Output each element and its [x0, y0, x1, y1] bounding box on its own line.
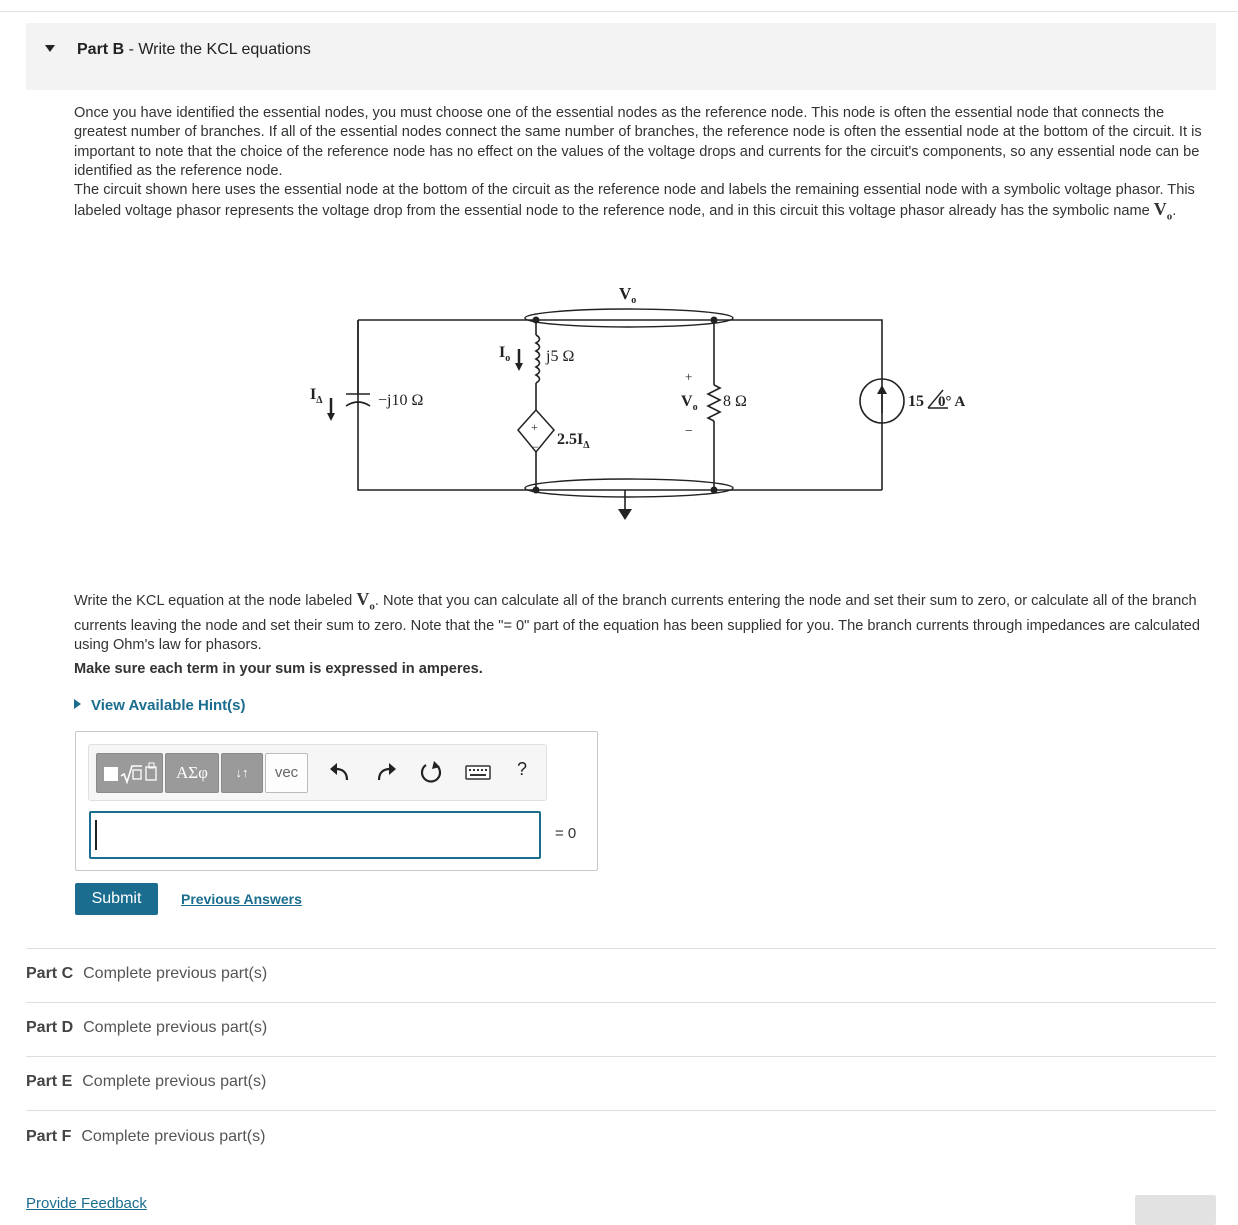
- arrows-button[interactable]: ↓↑: [221, 753, 263, 793]
- divider: [26, 948, 1216, 949]
- part-c-row: Part C Complete previous part(s): [26, 965, 268, 982]
- divider: [26, 1110, 1216, 1111]
- help-button[interactable]: ?: [517, 759, 528, 779]
- inductor: [536, 335, 540, 383]
- current-arrow-head: [877, 385, 887, 394]
- reset-icon[interactable]: [418, 759, 444, 785]
- src-minus: −: [532, 440, 539, 454]
- part-b-header[interactable]: [26, 23, 1216, 90]
- greek-symbols-button[interactable]: ΑΣφ: [165, 753, 219, 793]
- equals-zero-label: = 0: [555, 825, 577, 842]
- intro-paragraph-1: Once you have identified the essential nodes, you must choose one of the essential nodes as the reference node. This node is often the essential node that connects the greatest number of branches. If all of the essential nodes connect the same number of branches, the reference node is often the essential node at the bottom of the circuit. It is important to note that the choice of the reference node has no effect on the values of the voltage drops and currents for the circuit's components, so any essential node can be identified as the reference node.: [74, 105, 1202, 179]
- collapse-caret-icon[interactable]: [45, 45, 55, 52]
- src-plus: +: [531, 420, 538, 434]
- part-e-row: Part E Complete previous part(s): [26, 1073, 267, 1090]
- undo-icon[interactable]: [327, 759, 353, 785]
- provide-feedback-link[interactable]: Provide Feedback: [26, 1195, 147, 1212]
- part-f-row: Part F Complete previous part(s): [26, 1128, 266, 1145]
- submit-button[interactable]: Submit: [75, 883, 158, 915]
- units-note: Make sure each term in your sum is expressed in amperes.: [74, 661, 483, 677]
- circuit-diagram: [300, 275, 1000, 530]
- current-source-label: 15: [908, 393, 924, 410]
- answer-input[interactable]: [89, 811, 541, 859]
- vo-label: $V_o$: [681, 393, 698, 413]
- part-b-title: Part B - Write the KCL equations: [77, 41, 311, 58]
- resistor-label: 8 Ω: [723, 393, 747, 410]
- inductor-label: j5 Ω: [546, 348, 575, 365]
- io-label: $I_o$: [499, 344, 511, 364]
- divider: [26, 1056, 1216, 1057]
- ground-symbol: [618, 490, 632, 520]
- resistor: [708, 385, 720, 421]
- radical-template-icon: [97, 754, 162, 792]
- answer-editor: [75, 731, 598, 871]
- vo-plus: +: [685, 369, 693, 384]
- current-angle-label: 0° A: [938, 394, 966, 410]
- templates-button[interactable]: [96, 753, 163, 793]
- capacitor-label: −j10 Ω: [378, 392, 424, 409]
- keyboard-icon[interactable]: [464, 759, 492, 785]
- intro-text: [74, 104, 1219, 227]
- math-toolbar: [88, 744, 547, 801]
- expand-triangle-icon: [74, 699, 81, 709]
- source-label: $2.5I_\Delta$: [557, 431, 590, 451]
- redo-icon[interactable]: [373, 759, 399, 785]
- view-hints-link[interactable]: View Available Hint(s): [74, 697, 246, 714]
- node-label: $V_o$: [619, 284, 637, 306]
- next-button[interactable]: [1135, 1195, 1216, 1225]
- essential-nodes: [525, 309, 733, 497]
- vector-button[interactable]: vec: [265, 753, 308, 793]
- vo-minus: −: [685, 424, 693, 439]
- previous-answers-link[interactable]: Previous Answers: [181, 891, 302, 907]
- top-divider: [0, 11, 1238, 12]
- bottom-wire: [358, 320, 882, 490]
- intro-paragraph-2: The circuit shown here uses the essential node at the bottom of the circuit as the reference node and labels the remaining essential node with a symbolic voltage phasor. This labeled voltage phasor represents the voltage drop from the essential node to the reference node, and in this circuit this voltage phasor already has the symbolic name $V_o$.: [74, 182, 1195, 224]
- part-d-row: Part D Complete previous part(s): [26, 1019, 268, 1036]
- top-wire: [358, 320, 882, 490]
- text-cursor: [95, 820, 97, 850]
- kcl-instructions: Write the KCL equation at the node labeled $V_o$. Note that you can calculate all of the branch currents entering the node and set their sum to zero, or calculate all of the branch currents leaving the node and set their sum to zero. Note that the "= 0" part of the equation has been supplied for you. The branch currents through impedances are calculated using Ohm's law for phasors.: [74, 589, 1200, 654]
- divider: [26, 1002, 1216, 1003]
- ia-label: $I_\Delta$: [310, 386, 323, 406]
